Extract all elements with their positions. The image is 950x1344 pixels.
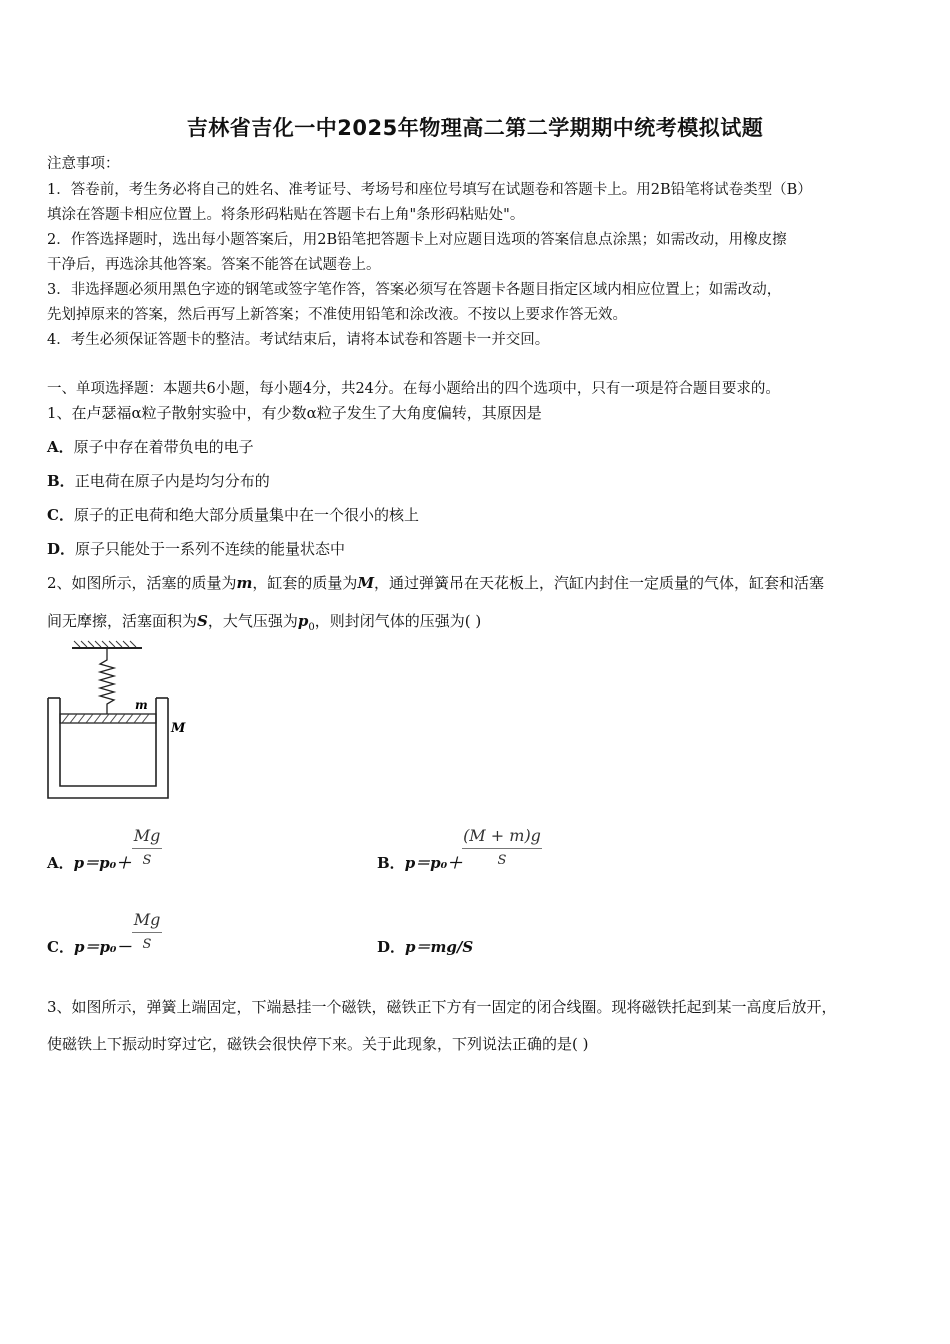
- option-label: A．: [47, 438, 74, 456]
- option-label: B．: [47, 472, 75, 490]
- numerator: (M + m)g: [463, 826, 541, 845]
- notice-line: 1．答卷前，考生务必将自己的姓名、准考证号、考场号和座位号填写在试题卷和答题卡上。用2B铅笔将试卷类型（B）: [47, 182, 812, 198]
- stem-text: ，缸套的质量为: [252, 574, 358, 592]
- denominator: S: [142, 937, 152, 952]
- option-label: A．: [47, 854, 74, 872]
- q1-option-a: [47, 436, 254, 457]
- stem-text: 2、如图所示，活塞的质量为: [47, 574, 237, 592]
- var-S: S: [197, 612, 208, 630]
- numerator: Mg: [133, 910, 161, 929]
- notice-line: 4．考生必须保证答题卡的整洁。考试结束后，请将本试卷和答题卡一并交回。: [47, 332, 550, 348]
- notice-line: 先划掉原来的答案，然后再写上新答案；不准使用铅笔和涂改液。不按以上要求作答无效。: [47, 307, 627, 323]
- option-text: 原子的正电荷和绝大部分质量集中在一个很小的核上: [73, 506, 419, 524]
- var-p0: p: [297, 612, 309, 630]
- option-label: D．: [377, 938, 406, 956]
- fraction-bar: [462, 848, 542, 849]
- ceiling: [72, 641, 142, 648]
- denominator: S: [142, 853, 152, 868]
- notice-line: 填涂在答题卡相应位置上。将条形码粘贴在答题卡右上角"条形码粘贴处"。: [47, 207, 525, 223]
- question-3-stem-line2: 使磁铁上下振动时穿过它，磁铁会很快停下来。关于此现象，下列说法正确的是( ): [47, 1035, 589, 1053]
- q1-option-c: [47, 504, 419, 525]
- numerator: Mg: [133, 826, 161, 845]
- q1-option-b: [47, 470, 270, 491]
- notice-line: 2．作答选择题时，选出每小题答案后，用2B铅笔把答题卡上对应题目选项的答案信息点涂黑；如需改动，用橡皮擦: [47, 232, 787, 248]
- option-label: D．: [47, 540, 76, 558]
- notice-line: 3．非选择题必须用黑色字迹的钢笔或签字笔作答，答案必须写在答题卡各题目指定区域内相应位置上；如需改动，: [47, 282, 782, 298]
- var-m: m: [236, 574, 253, 592]
- q2-option-d: [377, 936, 473, 957]
- option-label: C．: [47, 506, 74, 524]
- q2-option-c: [47, 936, 132, 957]
- question-1-stem: 1、在卢瑟福α粒子散射实验中，有少数α粒子发生了大角度偏转，其原因是: [47, 404, 542, 422]
- option-label: C．: [47, 938, 74, 956]
- piston: [60, 714, 156, 723]
- page-title: 吉林省吉化一中2025年物理高二第二学期期中统考模拟试题: [186, 116, 764, 140]
- question-3-stem-line1: 3、如图所示，弹簧上端固定，下端悬挂一个磁铁，磁铁正下方有一固定的闭合线圈。现将磁铁托起到某一高度后放开，: [47, 998, 837, 1016]
- option-expr: p＝mg/S: [405, 938, 474, 956]
- option-label: B．: [377, 854, 405, 872]
- stem-text: ，则封闭气体的压强为( ): [314, 612, 482, 630]
- spring: [100, 648, 114, 714]
- fraction-bar: [132, 848, 162, 849]
- q2-option-a-fraction: [132, 826, 162, 868]
- question-2-stem-line2: [47, 610, 481, 633]
- option-expr: p＝p₀＋: [404, 854, 463, 872]
- stem-text: ，通过弹簧吊在天花板上，汽缸内封住一定质量的气体，缸套和活塞: [374, 574, 825, 592]
- var-M: M: [357, 574, 375, 592]
- q2-option-c-fraction: [132, 910, 162, 952]
- section-heading: 一、单项选择题：本题共6小题，每小题4分，共24分。在每小题给出的四个选项中，只有一项是符合题目要求的。: [47, 381, 780, 397]
- cylinder: [48, 698, 168, 798]
- q2-option-b-fraction: [462, 826, 542, 868]
- cylinder-spring-figure: [44, 638, 194, 804]
- label-M: M: [171, 721, 186, 736]
- option-text: 原子中存在着带负电的电子: [73, 438, 254, 456]
- label-m: m: [135, 698, 148, 712]
- option-expr: p＝p₀－: [73, 938, 132, 956]
- stem-text: 间无摩擦，活塞面积为: [47, 612, 198, 630]
- fraction-bar: [132, 932, 162, 933]
- notice-heading: 注意事项：: [47, 156, 120, 172]
- option-expr: p＝p₀＋: [73, 854, 132, 872]
- q1-option-d: [47, 538, 345, 559]
- option-text: 原子只能处于一系列不连续的能量状态中: [75, 540, 346, 558]
- var-p0-sub: 0: [308, 622, 315, 633]
- stem-text: ，大气压强为: [207, 612, 298, 630]
- denominator: S: [497, 853, 507, 868]
- q2-option-a: [47, 852, 131, 873]
- question-2-stem-line1: [47, 572, 824, 593]
- notice-line: 干净后，再选涂其他答案。答案不能答在试题卷上。: [47, 257, 381, 273]
- option-text: 正电荷在原子内是均匀分布的: [74, 472, 270, 490]
- q2-option-b: [377, 852, 462, 873]
